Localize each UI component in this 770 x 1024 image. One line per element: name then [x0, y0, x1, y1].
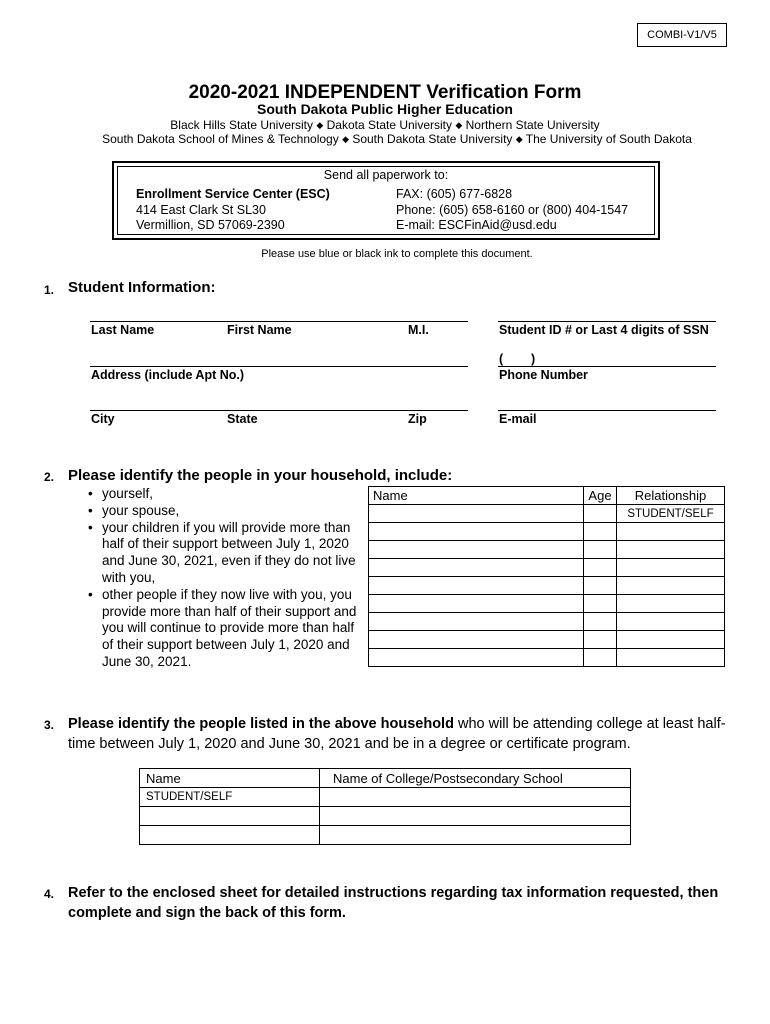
table-row[interactable] — [369, 523, 725, 541]
diamond-icon: ◆ — [342, 134, 349, 144]
send-paperwork-box — [112, 161, 660, 240]
table-row[interactable] — [140, 807, 631, 826]
universities-line-1 — [0, 118, 770, 132]
relationship-cell[interactable] — [617, 631, 725, 649]
university-name: South Dakota State University — [352, 132, 513, 146]
age-cell[interactable] — [584, 631, 617, 649]
address-label: Address (include Apt No.) — [91, 368, 245, 382]
column-header: Name — [140, 769, 320, 788]
name-cell[interactable] — [140, 826, 320, 845]
relationship-cell[interactable]: STUDENT/SELF — [617, 505, 725, 523]
relationship-cell[interactable] — [617, 559, 725, 577]
table-row[interactable] — [140, 788, 631, 807]
bullet-item: • your spouse, — [88, 503, 368, 520]
first-name-label: First Name — [227, 323, 292, 337]
name-cell[interactable] — [369, 523, 584, 541]
college-table — [139, 768, 631, 845]
state-label: State — [227, 412, 258, 426]
zip-label: Zip — [408, 412, 427, 426]
section-4-number: 4. — [44, 887, 55, 901]
column-header: Name of College/Postsecondary School — [320, 769, 631, 788]
name-cell[interactable] — [369, 541, 584, 559]
name-cell[interactable] — [369, 559, 584, 577]
university-name: South Dakota School of Mines & Technology — [102, 132, 339, 146]
name-cell[interactable] — [369, 595, 584, 613]
esc-street: 414 East Clark St SL30 — [136, 202, 266, 217]
table-row[interactable] — [140, 826, 631, 845]
table-row[interactable] — [369, 613, 725, 631]
age-cell[interactable] — [584, 541, 617, 559]
name-cell[interactable] — [369, 577, 584, 595]
relationship-cell[interactable] — [617, 595, 725, 613]
relationship-cell[interactable] — [617, 649, 725, 667]
section-3-heading-rest: who will be attending college at least half-time between July 1, 2020 and June 30, 2021 and be in a degree or certificate program. — [68, 716, 726, 752]
age-cell[interactable] — [584, 505, 617, 523]
household-table — [368, 486, 725, 667]
city-label: City — [91, 412, 115, 426]
bullet-item: • your children if you will provide more than half of their support between July 1, 2020 and June 30, 2021, even if they do not live with you, — [88, 520, 368, 587]
diamond-icon: ◆ — [316, 120, 324, 130]
section-4-text: Refer to the enclosed sheet for detailed instructions regarding tax information requested, then complete and sign the back of this form. — [68, 885, 719, 921]
last-name-label: Last Name — [91, 323, 155, 337]
age-cell[interactable] — [584, 649, 617, 667]
name-cell[interactable] — [369, 505, 584, 523]
table-row[interactable] — [369, 541, 725, 559]
college-cell[interactable] — [320, 826, 631, 845]
student-id-line[interactable] — [498, 321, 716, 322]
form-code: COMBI-V1/V5 — [637, 23, 727, 47]
esc-address — [136, 187, 330, 234]
section-2-number: 2. — [44, 470, 55, 484]
send-heading: Send all paperwork to: — [323, 168, 449, 182]
household-bullets — [88, 486, 368, 671]
phone-label: Phone Number — [499, 368, 588, 382]
esc-fax: FAX: (605) 677-6828 — [396, 187, 513, 201]
table-row[interactable] — [369, 649, 725, 667]
age-cell[interactable] — [584, 595, 617, 613]
university-name: The University of South Dakota — [525, 132, 692, 146]
relationship-cell[interactable] — [617, 523, 725, 541]
esc-city-state: Vermillion, SD 57069-2390 — [136, 218, 285, 232]
name-cell[interactable] — [369, 631, 584, 649]
age-cell[interactable] — [584, 613, 617, 631]
name-cell[interactable]: STUDENT/SELF — [140, 788, 320, 807]
esc-office: Enrollment Service Center (ESC) — [136, 187, 330, 201]
section-1-number: 1. — [44, 283, 55, 297]
mi-label: M.I. — [408, 323, 429, 337]
esc-email: E-mail: ESCFinAid@usd.edu — [396, 218, 557, 232]
bullet-item: • other people if they now live with you, you provide more than half of their support and you will continue to provide more than half of their support between July 1, 2020 and June 30, 2021. — [88, 587, 368, 671]
esc-phone: Phone: (605) 658-6160 or (800) 404-1547 — [396, 202, 629, 217]
section-1-heading: Student Information: — [68, 279, 216, 296]
table-row[interactable] — [369, 631, 725, 649]
diamond-icon: ◆ — [515, 134, 523, 144]
email-label: E-mail — [499, 412, 537, 426]
esc-contact — [396, 187, 628, 234]
college-cell[interactable] — [320, 788, 631, 807]
section-3-number: 3. — [44, 718, 55, 732]
diamond-icon: ◆ — [455, 120, 463, 130]
column-header: Name — [369, 487, 584, 505]
section-2-heading: Please identify the people in your household, include: — [68, 467, 453, 484]
section-3-heading — [68, 715, 748, 754]
age-cell[interactable] — [584, 577, 617, 595]
relationship-cell[interactable] — [617, 613, 725, 631]
phone-line[interactable] — [498, 366, 716, 367]
age-cell[interactable] — [584, 559, 617, 577]
table-header-row — [140, 769, 631, 788]
phone-area-code: ( ) — [499, 352, 536, 366]
form-subtitle: South Dakota Public Higher Education — [257, 101, 513, 117]
city-state-zip-line[interactable] — [90, 410, 468, 411]
column-header: Age — [584, 487, 617, 505]
relationship-cell[interactable] — [617, 541, 725, 559]
universities-line-2 — [0, 132, 770, 146]
form-title: 2020-2021 INDEPENDENT Verification Form — [188, 82, 582, 103]
bullet-item: • yourself, — [88, 486, 368, 503]
name-cell[interactable] — [369, 649, 584, 667]
address-line[interactable] — [90, 366, 468, 367]
table-row[interactable] — [369, 505, 725, 523]
table-header-row — [369, 487, 725, 505]
name-line[interactable] — [90, 321, 468, 322]
ink-note: Please use blue or black ink to complete this document. — [261, 248, 533, 260]
name-cell[interactable] — [140, 807, 320, 826]
section-3-heading-bold: Please identify the people listed in the above household — [68, 716, 454, 732]
table-row[interactable] — [369, 595, 725, 613]
university-name: Dakota State University — [326, 118, 453, 132]
name-cell[interactable] — [369, 613, 584, 631]
email-line[interactable] — [498, 410, 716, 411]
college-cell[interactable] — [320, 807, 631, 826]
university-name: Northern State University — [465, 118, 600, 132]
table-row[interactable] — [369, 559, 725, 577]
age-cell[interactable] — [584, 523, 617, 541]
table-row[interactable] — [369, 577, 725, 595]
student-id-label: Student ID # or Last 4 digits of SSN — [499, 323, 709, 337]
university-name: Black Hills State University — [170, 118, 314, 132]
relationship-cell[interactable] — [617, 577, 725, 595]
column-header: Relationship — [617, 487, 725, 505]
